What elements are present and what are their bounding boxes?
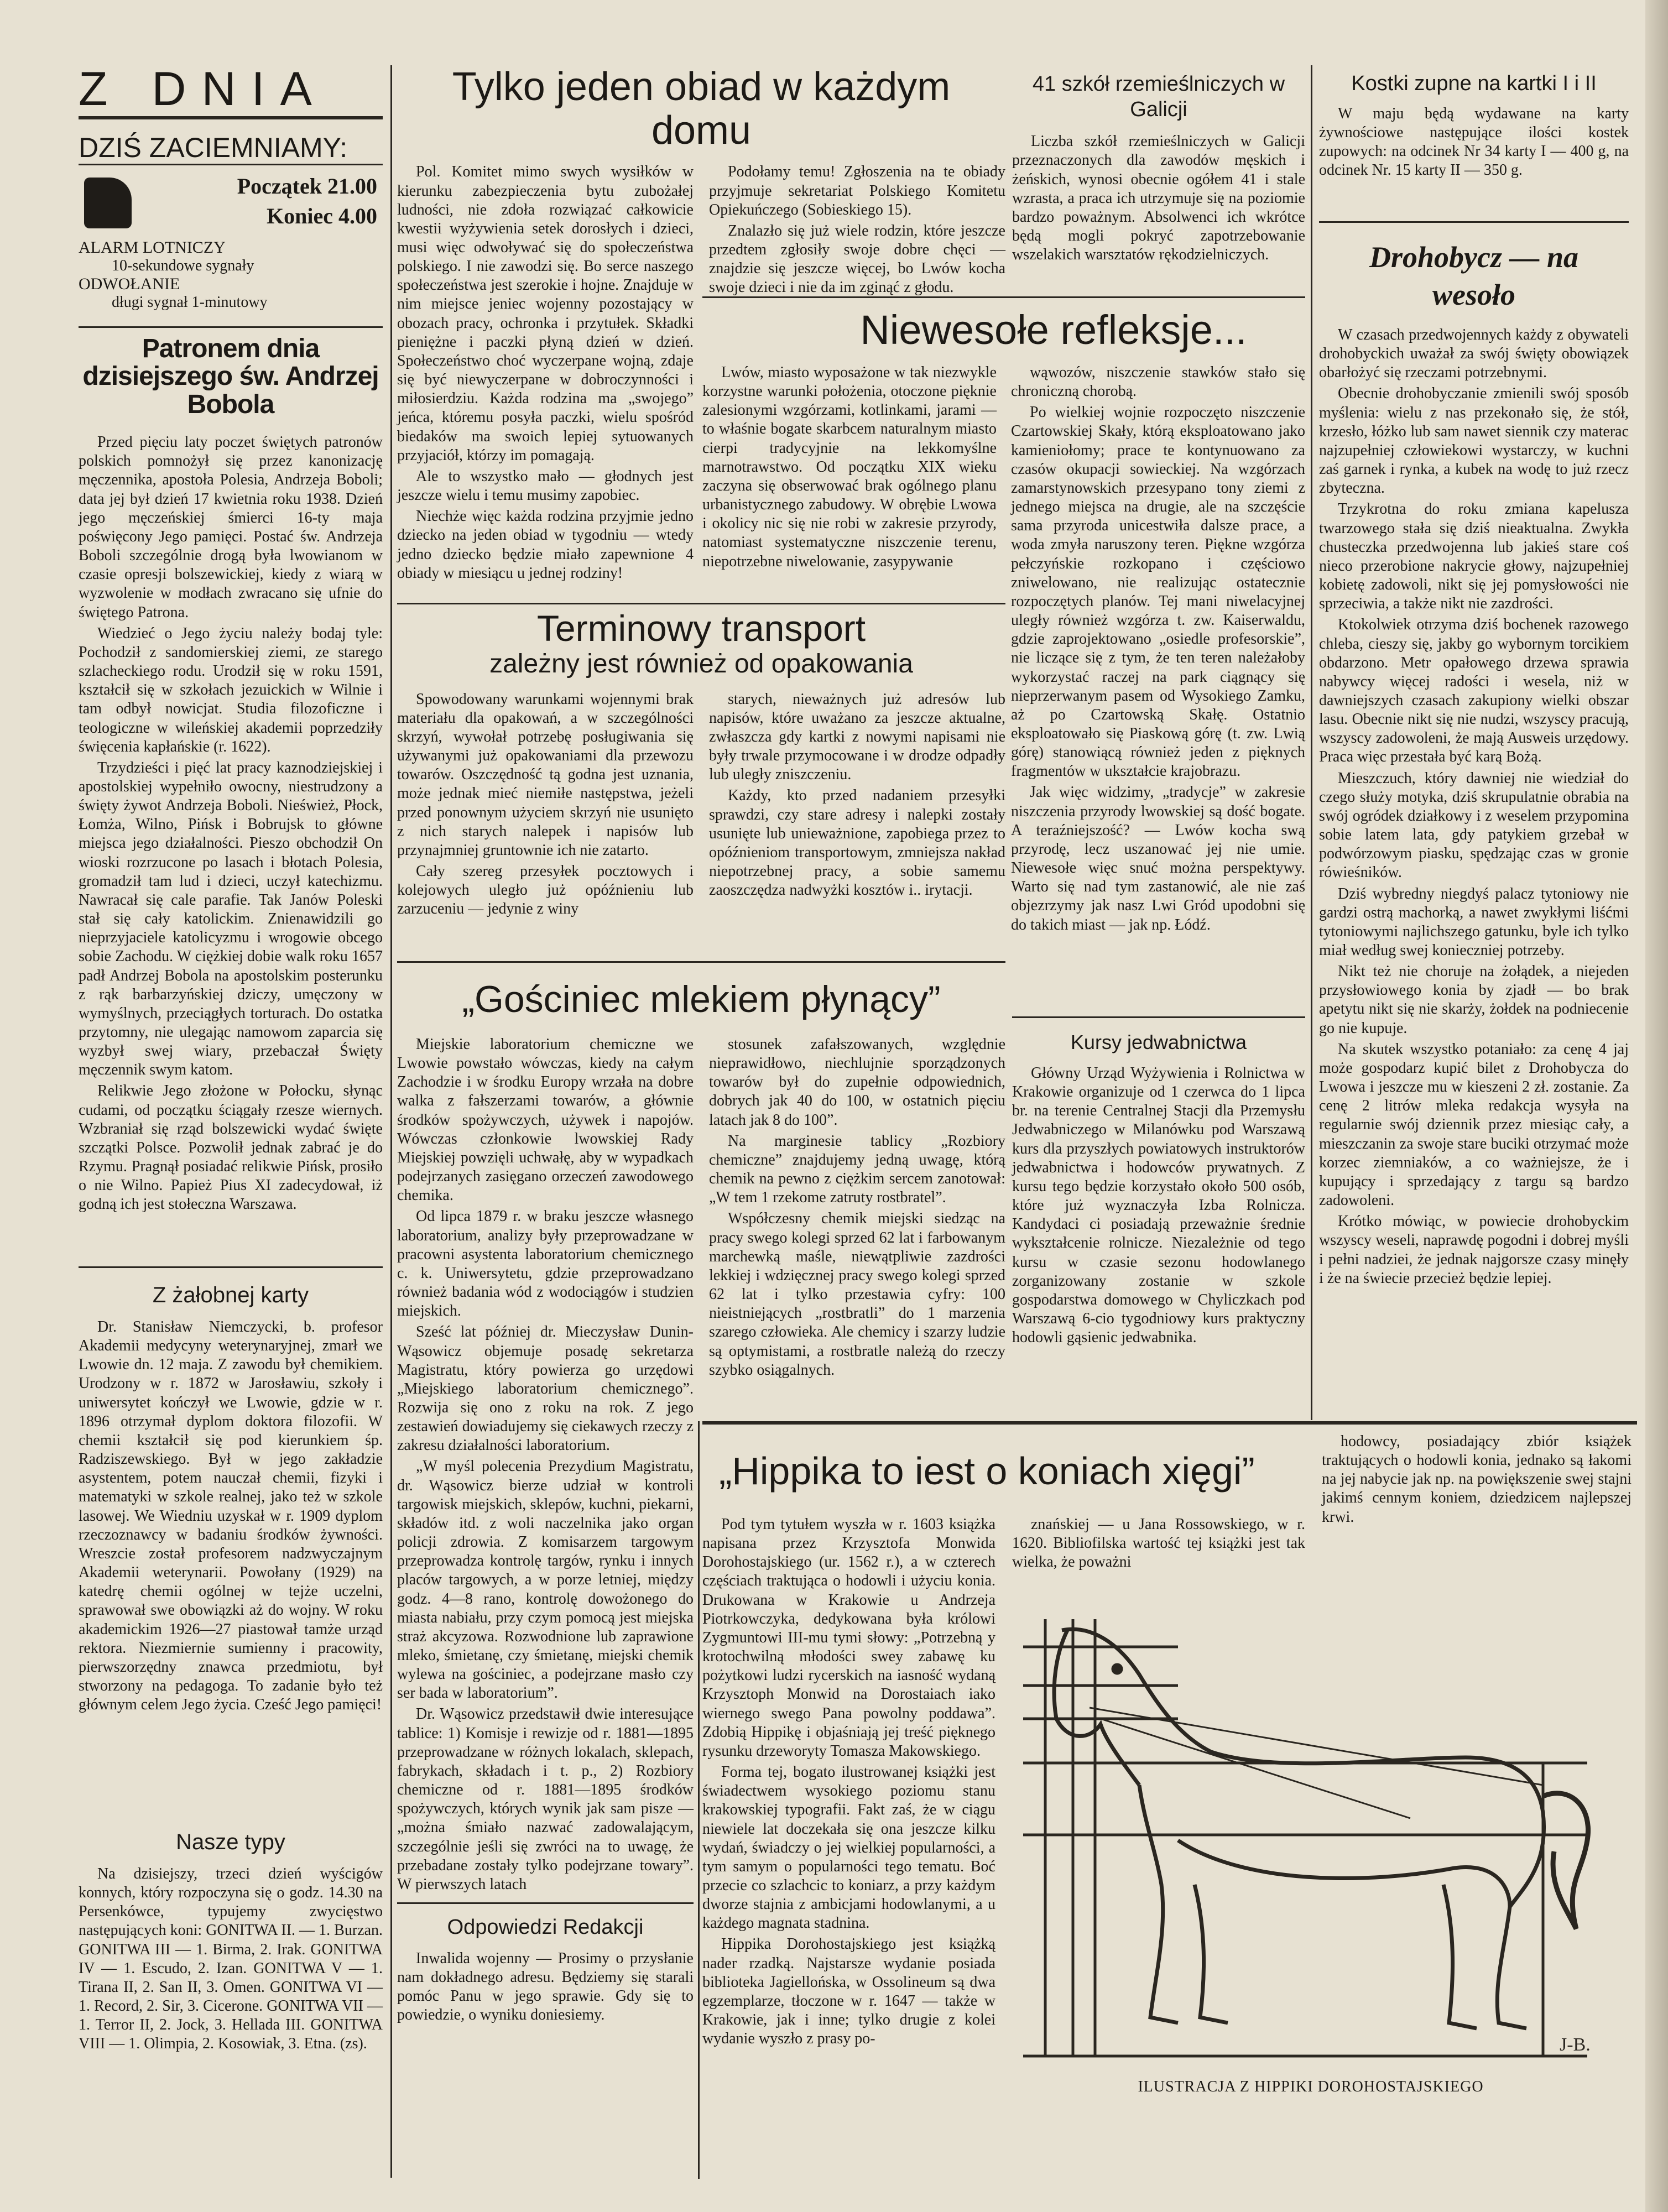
paragraph: Jak więc widzimy, „tradycje” w zakresie niszczenia przyrody lwowskiej są dość bogate. A teraźniejszość? — Lwów kocha swą przyrodę, lecz uszanować jej nie umie. Niewesołe więc snuć można perspektywy. Warto się nad tym zastanowić, ale nie zaś objezrzymy jak nasz Lwi Gród upodobni się do takich miast — jak np. Łódź. xyxy=(1011,784,1305,933)
divider xyxy=(79,1266,383,1268)
paragraph: Trzydzieści i pięć lat pracy kaznodziejskiej i apostolskiej wypełniło owocny, niestrudzony a święty żywot Andrzeja Boboli. Nieśwież, Płock, Łomża, Wilno, Pińsk i Bobrujsk to główne miejsca jego działalności. Pieszo obchodził On wioski rozrzucone po lasach i błotach Polesia, gromadził tam lud i dzieci, uczył katechizmu. Nawracał się cale parafie. Tak Janów Poleski stał się cały katolickim. Znienawidzili go nieprzyjaciele katolicyzmu i wrogowie obcego sobie Zachodu. W ciężkiej dobie walk roku 1657 padł Andrzej Bobola na apostolskim posterunku z rąk barbarzyńskiej dziczy, umęczony w wymyślnych, przeciągłych torturach. Do ostatka przytomny, nie ulegając namowom zaparcia się wyzbył swej wiary, przebaczał Święty męczennik swym katom. xyxy=(79,759,383,1079)
zdnia-title: Z DNIA xyxy=(79,65,383,119)
niewesole-title: Niewesołe refleksje... xyxy=(860,307,1247,353)
patron-article xyxy=(79,335,383,1402)
paragraph: Lwów, miasto wyposażone w tak niezwykle korzystne warunki położenia, otoczone pięknie zalesionymi wzgórzami, kotlinkami, jarami — to właśnie bogate skarbcem naturalnym miasto cierpi tradycyjnie na lekkomyślne marnotrawstwo. Od początku XIX wieku zaczyna się obserwować brak ogólnego planu urbanistycznego zabudowy. W obrębie Lwowa i okolicy nic się nie robi w zakresie przyrody, natomiast systematyczne niszczenie terenu, niepotrzebne niwelowanie, zasypywanie xyxy=(702,364,997,570)
paragraph: Inwalida wojenny — Prosimy o przysłanie nam dokładnego adresu. Będziemy się starali pomóc Panu w jego sprawie. Gdy się to powiedzie, o wyniku doniesiemy. xyxy=(397,1950,694,2024)
obituary-title: Z żałobnej karty xyxy=(152,1283,309,1307)
paragraph: Hippika Dorohostajskiego jest książką nader rzadką. Najstarsze wydanie posiada biblioteka Jagiellońska, w Ossolineum są dwa egzemplarze, tłoczone w r. 1647 — także w Krakowie, jak i inne; tylko drugie z kolei wydanie wyszło z prasy po- xyxy=(702,1936,995,2048)
divider xyxy=(79,326,383,328)
paragraph: Wiedzieć o Jego życiu należy bodaj tyle: Pochodził z sandomierskiej ziemi, ze starego szlacheckiego rodu. Urodził się w roku 1591, kształcił się w szkołach jezuickich w Wilnie i tam odbył nowicjat. Studia filozoficzne i teologiczne w wileńskiej akademii poprzedziły święcenia kapłańskie (r. 1622). xyxy=(79,624,383,755)
paragraph: Dziś wybredny niegdyś palacz tytoniowy nie gardzi ostrą machorką, a nawet zwykłymi liśćmi tytoniowymi najlichszego gatunku, byle ich tylko miał według swej konieczniej potrzeby. xyxy=(1319,885,1629,959)
paragraph: Od lipca 1879 r. w braku jeszcze własnego laboratorium, analizy były przeprowadzane w pracowni asystenta laboratorium chemicznego c. k. Uniwersytetu, gdzie przeprowadzano również badania wód z wodociągów i studzien miejskich. xyxy=(397,1208,694,1320)
transport-article xyxy=(397,608,1005,995)
paragraph: stosunek zafałszowanych, względnie nieprawidłowo, niechlujnie sporządzonych towarów był do zupełnie odpowiednich, dobrych jak 40 do 100, w ostatnich pięciu latach jak 8 do 100”. xyxy=(709,1036,1005,1129)
obiad-title: Tylko jeden obiad w każdym domu xyxy=(452,65,951,153)
divider xyxy=(702,1421,1637,1425)
paragraph: Na dzisiejszy, trzeci dzień wyścigów konnych, który rozpoczyna się o godz. 14.30 na Persenkówce, typujemy zwycięstwo następujących koni: GONITWA II. — 1. Burzan. GONITWA III — 1. Birma, 2. Irak. GONITWA IV — 1. Escudo, 2. Izan. GONITWA V — 1. Tirana II, 2. San II, 3. Omen. GONITWA VI — 1. Record, 2. Sir, 3. Cicerone. GONITWA VII — 1. Terror II, 2. Jock, 3. Hellada III. GONITWA VIII — 1. Olimpia, 2. Kosowiak, 3. Etna. (zs). xyxy=(79,1865,383,2053)
cancel-label: ODWOŁANIE xyxy=(79,275,180,293)
kostki-title: Kostki zupne na kartki I i II xyxy=(1351,72,1597,95)
paragraph: „W myśl polecenia Prezydium Magistratu, dr. Wąsowicz bierze udział w kontroli targowisk miejskich, sklepów, kuchni, piekarni, składów itd. z woli naczelnika jako organ policji zdrowia. Z komisarzem targowym przeprowadza kontrolę targów, rynku i innych placów targowych, a w porze letniej, między godz. 4—8 rano, kontrolę dowożonego do miasta nabiału, przy czym pomocą jest miejska straż akcyzowa. Rozwodnione lub zaprawione mleko, śmietanę, czy śmietanę, miejski chemik wylewa na gościniec, a podejrzane masło czy ser bada w laboratorium”. xyxy=(397,1458,694,1702)
zdnia-subtitle: DZIŚ ZACIEMNIAMY: xyxy=(79,132,383,165)
kursy-title: Kursy jedwabnictwa xyxy=(1070,1031,1247,1053)
paragraph: Niechże więc każda rodzina przyjmie jedno dziecko na jeden obiad w tygodniu — wtedy jedno dziecko będzie miało zapewnione 4 obiady w miesiącu u jednej rodziny! xyxy=(397,508,694,582)
paragraph: Każdy, kto przed nadaniem przesyłki sprawdzi, czy stare adresy i nalepki zostały usunięte lub unieważnione, zapobiega przez to opóźnieniom transportowym, zmniejsza nakład niepotrzebnej pracy, a sobie samemu zaoszczędza nadwyżki kosztów i.. irytacji. xyxy=(709,787,1005,899)
drohobycz-title: Drohobycz — na wesoło xyxy=(1369,241,1579,311)
divider xyxy=(397,1902,694,1904)
alarm-label: ALARM LOTNICZY xyxy=(79,238,226,257)
illustration-caption: ILUSTRACJA Z HIPPIKI DOROHOSTAJSKIEGO xyxy=(1138,2078,1484,2095)
szkol-article xyxy=(1012,72,1305,304)
hippika-article xyxy=(702,1432,1637,2184)
paragraph: Sześć lat później dr. Mieczysław Dunin-Wąsowicz objemuje posadę sekretarza Magistratu, który powierza go urzędowi „Miejskiego laboratorium chemicznego”. Rozwija się ono z roku na rok. Z jego zestawień dowiadujemy się ciekawych rzeczy z zakresu działalności laboratorium. xyxy=(397,1323,694,1454)
transport-title: Terminowy transport xyxy=(536,608,866,649)
paragraph: Liczba szkół rzemieślniczych w Galicji przeznaczonych dla zawodów męskich i żeńskich, wynosi obecnie ogółem 41 i stale wzrasta, a praca ich utrzymuje się na poziomie bardzo poważnym. Absolwenci ich wkrótce będą mogli pokryć zapotrzebowanie wszelakich warsztatów rękodzielniczych. xyxy=(1012,133,1305,264)
drohobycz-article xyxy=(1319,232,1629,1427)
end-time: Koniec 4.00 xyxy=(267,204,377,228)
zdnia-box xyxy=(79,62,383,314)
paragraph: Po wielkiej wojnie rozpoczęto niszczenie Czartowskiej Skały, którą eksploatowano jako kamieniołomy; prace te kontynuowano za czasów okupacji sowieckiej. Na wzgórzach zamarstynowskich przesypano tony ziemi z jednego miejsca na drugie, ale na szczęście sama przyroda unicestwiła dalsze prace, a woda zmyła naruszony teren. Piękne wzgórza pełczyńskie rozkopano i częściowo zniwelowano, nie realizując ostatecznie rozpoczętych planów. Tej mani niwelacyjnej uległy również wzgórza t. zw. Kaiserwaldu, gdzie zaprojektowano „osiedle profesorskie”, nie liczące się z tym, że ten teren należałoby wykorzystać raczej na park ciągnący się nieprzerwanym pasem od Wysokiego Zamku, aż po Czartowską Skałę. Ostatnio eksploatowało się Piaskową górę (t. zw. Lwią górę) stanowiącą również jeden z pięknych fragmentów w ukształcie krajobrazu. xyxy=(1011,404,1305,780)
paragraph: Mieszczuch, który dawniej nie wiedział do czego służy motyka, dziś skrupulatnie obrabia na swój ogródek działkowy i z weselem przypomina sobie latem lata, gdy patykiem grzebał w podwórzowym piasku, spędzając czas w gronie rówieśników. xyxy=(1319,769,1629,881)
odpowiedzi-title: Odpowiedzi Redakcji xyxy=(447,1916,644,1939)
paragraph: Współczesny chemik miejski siedząc na pracy swego kolegi sprzed 62 lat i farbowanym marchewką maśle, niewątpliwie zazdrości lekkiej i wdzięcznej pracy swego kolegi sprzed 62 lat i tylko przestawia cyfry: 100 nieistniejących „rostbratli” do 1 marzenia szarego człowieka. Ale chemicy i szarzy ludzie są optymistami, a rostbratle należą do rzeczy szybko osiągalnych. xyxy=(709,1210,1005,1379)
paragraph: Podołamy temu! Zgłoszenia na te obiady przyjmuje sekretariat Polskiego Komitetu Opiekuńczego (Sobieskiego 15). xyxy=(709,163,1005,218)
paragraph: Krótko mówiąc, w powiecie drohobyckim wszyscy weseli, naprawdę pogodni i dobrej myśli i pełni nadziei, że jednak najgorsze czasy minęły i że na świecie przecież będzie lepiej. xyxy=(1319,1213,1629,1287)
paragraph: hodowcy, posiadający zbiór książek traktujących o hodowli konia, jednako są łakomi na jej nabycie jak np. na powiększenie swej stajni jakimś cennym koniem, dziedzicem najlepszej krwi. xyxy=(1322,1433,1631,1526)
paragraph: W czasach przedwojennych każdy z obywateli drohobyckich uważał za swój święty obowiązek obarłożyć się rzeczami potrzebnymi. xyxy=(1319,326,1629,382)
paragraph: Cały szereg przesyłek pocztowych i kolejowych uległo już opóźnieniu lub zarzuceniu — jedynie z winy xyxy=(397,863,694,918)
paragraph: Dr. Wąsowicz przedstawił dwie interesujące tablice: 1) Komisje i rewizje od r. 1881—1895 przeprowadzane w różnych lokalach, sklepach, fabrykach, składach i t. p., 2) Rozbiory chemiczne od r. 1881—1895 środków spożywczych, których wynik jak sam pisze — „można śmiało nazwać zadowalającym, szczególnie jeśli się zwróci na to uwagę, że przebadane zostały tylko podejrzane towary”. W pierwszych latach xyxy=(397,1705,694,1893)
paragraph: Pod tym tytułem wyszła w r. 1603 książka napisana przez Krzysztofa Monwida Dorohostajskiego (ur. 1562 r.), a w czterech częściach traktująca o hodowli i użyciu konia. Drukowana w Krakowie u Andrzeja Piotrkowczyka, dedykowana była królowi Zygmuntowi III-mu tymi słowy: „Potrzebną y krotochwilną młodości swey zabawę ku pożytkowi ludzi rycerskich na iasność wydaną Krzysztoph Monwid na Dorostaiach iako wiernego swego Pana powolny poddawa”. Zdobią Hippikę i objaśniają jej treść pięknego rysunku drzeworyty Tomasza Makowskiego. xyxy=(702,1516,995,1760)
paragraph: wąwozów, niszczenie stawków stało się chroniczną chorobą. xyxy=(1011,364,1305,400)
cancel-signal: długi sygnał 1-minutowy xyxy=(112,294,268,311)
divider xyxy=(397,603,1005,604)
r-logo-icon xyxy=(84,178,132,228)
paragraph: Ktokolwiek otrzyma dziś bochenek razowego chleba, cieszy się, jakby go wybornym torcikiem obdarzono. Metr opałowego drzewa sprawia nabywcy więcej radości i wesela, niż w dawniejszych czasach zakupiony wielki obszar lasu. Obecnie nikt się nie nudzi, wszyscy pracują, wszyscy zadowoleni, że mają Ausweis urzędowy. Praca więc przestała być karą Bożą. xyxy=(1319,616,1629,766)
paragraph: starych, nieważnych już adresów lub napisów, które uważano za jeszcze aktualne, zwłaszcza gdy kartki z nowymi napisami nie były trwale przymocowane i w drodze odpadły lub uległy zniszczeniu. xyxy=(709,690,1005,784)
paragraph: Znalazło się już wiele rodzin, które jeszcze przedtem zgłosiły swoje dobre chęci — znajdzie się jeszcze więcej, bo Lwów kocha swoje dzieci i nie da im zginąć z głodu. xyxy=(709,222,1005,296)
types-article xyxy=(79,1822,383,2176)
paragraph: znańskiej — u Jana Rossowskiego, w r. 1620. Bibliofilska wartość tej książki jest tak wielka, że poważni xyxy=(1012,1516,1305,1571)
page-fold-shadow xyxy=(1645,0,1668,2212)
divider xyxy=(1319,221,1629,223)
paragraph: Spowodowany warunkami wojennymi brak materiału dla opakowań, a w szczególności skrzyń, wywołał potrzebę posługiwania się używanymi już opakowaniami dla przewozu towarów. Oszczędność tą godna jest uznania, może jednak mieć niemiłe następstwa, jeżeli przed ponownym użyciem skrzyń nie usunięto z nich starych nalepek i napisów lub przynajmniej gruntownie ich nie zatarto. xyxy=(397,690,694,859)
paragraph: Miejskie laboratorium chemiczne we Lwowie powstało wówczas, kiedy na całym Zachodzie i w środku Europy wrzała na dobre walka z fałszerzami towarów, a głównie środków spożywczych, używek i napojów. Wówczas członkowie lwowskiej Rady Miejskiej powzięli uchwałę, aby w wypadkach podejrzanych zasięgano orzeczeń zawodowego chemika. xyxy=(397,1036,694,1204)
paragraph: Dr. Stanisław Niemczycki, b. profesor Akademii medycyny weterynaryjnej, zmarł we Lwowie dn. 12 maja. Z zawodu był chemikiem. Urodzony w r. 1872 w Jarosławiu, szkoły i uniwersytet kończył we Lwowie, gdzie w r. 1896 otrzymał dyplom doktora filozofii. W chemii kształcił się pod kierunkiem śp. Radziszewskiego. Był w jego zakładzie asystentem, potem nauczał chemii, fizyki i matematyki w szkole realnej, jako też w szkole lasowej. We Wiedniu uzyskał w r. 1909 dyplom rzeczoznawcy w badaniu środków żywności. Wreszcie został profesorem nadzwyczajnym Akademii weterynarii. Powołany (1929) na katedrę chemii ogólnej w tejże uczelni, sprawował swe obowiązki aż do wojny. W roku akademickim 1926—27 piastował tamże urząd rektora. Niezmiernie sumienny i pracowity, pierwszorzędny znawca przedmiotu, był stworzony na pedagoga. To zadanie było też głównym celem Jego życia. Cześć Jego pamięci! xyxy=(79,1318,383,1714)
kostki-article xyxy=(1319,72,1629,232)
paragraph: W maju będą wydawane na karty żywnościowe następujące ilości kostek zupowych: na odcinek Nr 34 karty I — 400 g, na odcinek Nr. 15 karty II — 350 g. xyxy=(1319,105,1629,179)
paragraph: Na marginesie tablicy „Rozbiory chemiczne” znajdujemy jedną uwagę, którą chemik na pewno z ciężkim sercem zanotował: „W tem 1 rzekome zatruty rostbratel”. xyxy=(709,1132,1005,1207)
divider xyxy=(702,296,1305,298)
paragraph: Przed pięciu laty poczet świętych patronów polskich pomnożył się przez kanonizację męczennika, apostoła Polesia, Andrzeja Boboli; data jej był dzień 17 kwietnia roku 1938. Dzień jego męczeńskiej śmierci 16-ty maja poświęcony Jego pamięci. Postać św. Andrzeja Boboli szczególnie drogą była lwowianom w czasie opresji bolszewickiej, kiedy z wiarą w wyzwolenie w modłach zwracano się ufnie do świętego Patrona. xyxy=(79,434,383,621)
hippika-title: „Hippika to iest o koniach xięgi” xyxy=(719,1449,1255,1493)
paragraph: Pol. Komitet mimo swych wysiłków w kierunku zabezpieczenia bytu zubożałej ludności, nie zdoła rozwiązać całkowicie kwestii wyżywienia setek dorosłych i dzieci, musi więc odwoływać się do społeczeństwa polskiego. I nie zawodzi się. Bo serce naszego społeczeństwa jest szerokie i hojne. Znajduje w nim miejsce jeniec wojenny pozostający w obozach pracy, ochronka i przytułek. Składki pieniężne i paczki płyną dzień w dzień. Społeczeństwo choć wyczerpane wojną, zdaje się być niewyczerpane w dobroczynności i miłosierdziu. Każda rodzina ma „swojego” jeńca, któremu posyła paczki, wielu spośród biedaków ma swoich lepiej sytuowanych przyjaciół, którzy im pomagają. xyxy=(397,163,694,464)
gosciniec-title: „Gościniec mlekiem płynący” xyxy=(462,978,941,1020)
alarm-signal: 10-sekundowe sygnały xyxy=(112,257,254,274)
transport-subtitle: zależny jest również od opakowania xyxy=(489,649,913,679)
paragraph: Obecnie drohobyczanie zmienili swój sposób myślenia: wielu z nas przekonało się, że stół, krzesło, łóżko lub sam nawet siennik czy materac najzupełniej człowiekowi wystarczy, w kuchni zaś garnek i rynka, a kubek na wodę to już rzecz zbyteczna. xyxy=(1319,385,1629,497)
column-rule xyxy=(698,1421,700,2179)
illustration-monogram: J-B. xyxy=(1560,2034,1591,2055)
paragraph: Forma tej, bogato ilustrowanej książki jest świadectwem wysokiego poziomu stanu krakowskiej typografii. Fakt zaś, że w ciągu niewiele lat doczekała się ona jeszcze kilku wydań, świadczy o jej wielkiej popularności, a tym samym o popularności tego tematu. Boć przecie co szlachcic to koniarz, a przy każdym dworze stajnia z ambicjami hodowlanymi, a u każdego magnata stadnina. xyxy=(702,1764,995,1932)
patron-title: Patronem dnia dzisiejszego św. Andrzej Bobola xyxy=(82,334,379,419)
paragraph: Ale to wszystko mało — głodnych jest jeszcze wielu i temu musimy zapobiec. xyxy=(397,467,694,504)
types-title: Nasze typy xyxy=(176,1830,285,1854)
obituary-article xyxy=(79,1275,383,1823)
paragraph: Na skutek wszystko potaniało: za cenę 4 jaj może gospodarz kupić bilet z Drohobycza do Lwowa i jeszcze mu w kieszeni 2 zł. zostanie. Za cenę 2 litrów mleka redakcja wysyła na regularnie swój dziennik przez miesiąc cały, a mieszczanin za swoje stare bucikі otrzymać może korzec ziemniaków, a co ważniejsze, że i kupujący i sprzedający z targu są bardzo zadowoleni. xyxy=(1319,1040,1629,1209)
column-rule xyxy=(390,65,392,2178)
start-time: Początek 21.00 xyxy=(237,174,377,199)
column-rule xyxy=(1311,65,1312,1420)
odpowiedzi-article xyxy=(397,1909,694,2075)
horse-illustration xyxy=(1012,1575,1609,2073)
kursy-article xyxy=(1012,1023,1305,1405)
divider xyxy=(1012,1016,1305,1018)
paragraph: Relikwie Jego złożone w Połocku, słynąc cudami, od początku ściągały rzesze wiernych. Wzbraniał się rząd bolszewicki wydać święte szczątki Polsce. Pozwolił jednak zabrać je do Rzymu. Pragnął posiadać relikwie Pińsk, prosiło o nie Wilno. Papież Pius XI zadecydował, iż godną ich jest stołeczna Warszawa. xyxy=(79,1082,383,1213)
paragraph: Trzykrotna do roku zmiana kapelusza twarzowego stała się dziś nieaktualna. Zwykła chusteczka przedwojenna lub jakieś stare coś nieco przerobione nakrycie głowy, najzupełniej kobietę zadowoli, nikt się jej pomysłowości nie sprzeciwia, a także nikt nie zazdrości. xyxy=(1319,500,1629,613)
paragraph: Główny Urząd Wyżywienia i Rolnictwa w Krakowie organizuje od 1 czerwca do 1 lipca br. na terenie Centralnej Stacji dla Przemysłu Jedwabniczego w Milanówku pod Warszawą kurs dla przyszłych powiatowych instruktorów jedwabnictwa i hodowców prywatnych. Z kursu tego będzie korzystało około 500 osób, które już wyznaczyła Izba Rolnicza. Kandydaci ci posiadają przeważnie średnie wykształcenie rolnicze. Niezależnie od tego kursu w czasie sezonu hodowlanego zorganizowany zostanie w szkole gospodarstwa domowego w Chyliczkach pod Warszawą 6-cio tygodniowy kurs praktyczny hodowli gąsienic jedwabnika. xyxy=(1012,1065,1305,1347)
divider xyxy=(397,961,1005,963)
szkol-title: 41 szkół rzemieślniczych w Galicji xyxy=(1032,72,1285,121)
paragraph: Nikt też nie choruje na żołądek, a niejeden przysłowiowego konia by zjadł — bo brak apetytu nikt się nie skarży, żołdek na podniecenie go nie kupuje. xyxy=(1319,963,1629,1037)
patron-body xyxy=(79,433,383,1214)
